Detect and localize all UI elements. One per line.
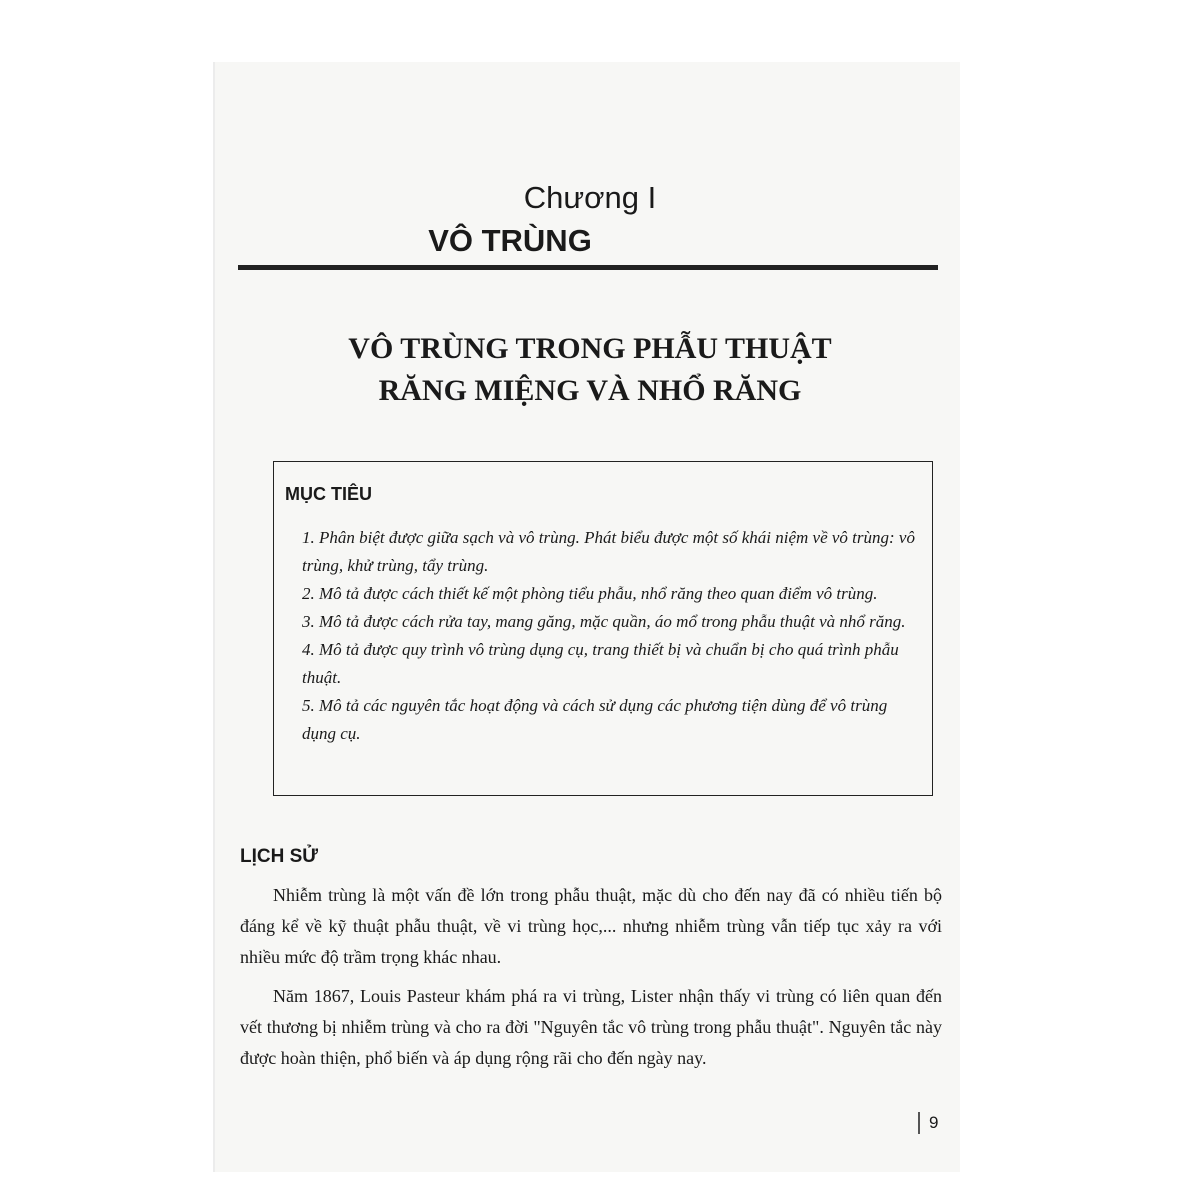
chapter-title: VÔ TRÙNG <box>428 223 592 258</box>
history-heading: LỊCH SỬ <box>240 846 319 867</box>
objective-item: 2. Mô tả được cách thiết kế một phòng tiểu phẫu, nhổ răng theo quan điểm vô trùng. <box>302 584 878 603</box>
page-number: 9 <box>929 1113 939 1132</box>
history-paragraph: Năm 1867, Louis Pasteur khám phá ra vi trùng, Lister nhận thấy vi trùng có liên quan đến vết thương bị nhiễm trùng và cho ra đời "Nguyên tắc vô trùng trong phẫu thuật". Nguyên tắc này được hoàn thiện, phổ biến và áp dụng rộng rãi cho đến ngày nay. <box>240 986 942 1068</box>
objectives-list <box>302 524 917 748</box>
chapter-label: Chương I <box>523 180 657 215</box>
lesson-title-line-1: VÔ TRÙNG TRONG PHẪU THUẬT <box>348 332 832 365</box>
objective-item: 3. Mô tả được cách rửa tay, mang găng, mặc quần, áo mổ trong phẫu thuật và nhổ răng. <box>302 612 906 631</box>
chapter-header <box>240 178 940 264</box>
history-paragraph: Nhiễm trùng là một vấn đề lớn trong phẫu thuật, mặc dù cho đến nay đã có nhiều tiến bộ đáng kể về kỹ thuật phẫu thuật, về vi trùng học,... nhưng nhiễm trùng vẫn tiếp tục xảy ra với nhiều mức độ trầm trọng khác nhau. <box>240 885 942 967</box>
history-body <box>240 880 942 1082</box>
lesson-title <box>300 328 880 412</box>
chapter-divider <box>238 265 938 270</box>
objectives-box <box>273 461 933 796</box>
objectives-heading: MỤC TIÊU <box>285 484 372 504</box>
objective-item: 1. Phân biệt được giữa sạch và vô trùng. Phát biểu được một số khái niệm về vô trùng: vô trùng, khử trùng, tẩy trùng. <box>302 528 915 575</box>
page-number-divider <box>918 1112 920 1134</box>
objective-item: 5. Mô tả các nguyên tắc hoạt động và cách sử dụng các phương tiện dùng để vô trùng dụng cụ. <box>302 696 888 743</box>
lesson-title-line-2: RĂNG MIỆNG VÀ NHỔ RĂNG <box>378 374 802 407</box>
objective-item: 4. Mô tả được quy trình vô trùng dụng cụ, trang thiết bị và chuẩn bị cho quá trình phẫu thuật. <box>302 640 899 687</box>
